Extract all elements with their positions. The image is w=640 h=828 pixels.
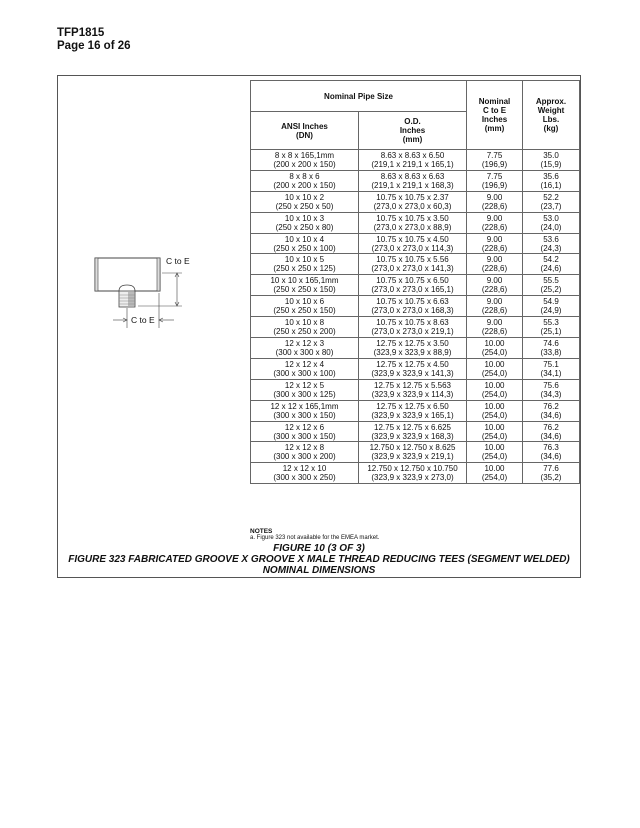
- cell-primary: 52.2: [543, 192, 559, 202]
- cell-primary: 10.75 x 10.75 x 3.50: [376, 213, 449, 223]
- cell-primary: 10.75 x 10.75 x 5.56: [376, 255, 449, 265]
- od-cell: [359, 212, 467, 233]
- cell-metric: (323,9 x 323,9 x 273,0): [371, 473, 454, 483]
- table-row: [251, 442, 580, 463]
- od-cell: [359, 150, 467, 171]
- cell-metric: (196,9): [481, 180, 508, 190]
- cell-metric: (35,2): [540, 473, 562, 483]
- cell-primary: 10 x 10 x 6: [284, 297, 325, 307]
- cell-metric: (23,7): [540, 201, 562, 211]
- ansi-cell: [251, 421, 359, 442]
- table-row: [251, 233, 580, 254]
- cell-metric: (323,9 x 323,9 x 165,1): [371, 410, 454, 420]
- cell-primary: 12 x 12 x 5: [284, 380, 325, 390]
- cell-metric: (200 x 200 x 150): [273, 159, 336, 169]
- cell-metric: (15,9): [540, 159, 562, 169]
- table-row: [251, 150, 580, 171]
- c-to-e-cell: [467, 170, 523, 191]
- ansi-cell: [251, 379, 359, 400]
- weight-cell: [523, 150, 580, 171]
- od-cell: [359, 275, 467, 296]
- cell-metric: (24,3): [540, 243, 562, 253]
- od-cell: [359, 338, 467, 359]
- weight-cell: [523, 400, 580, 421]
- cell-metric: (228,6): [481, 243, 508, 253]
- cell-primary: 8 x 8 x 6: [289, 171, 320, 181]
- cell-primary: 12.75 x 12.75 x 6.50: [376, 401, 449, 411]
- header-line: Inches: [481, 115, 508, 124]
- c-to-e-cell: [467, 317, 523, 338]
- page-number: Page 16 of 26: [57, 40, 131, 52]
- c-to-e-cell: [467, 150, 523, 171]
- header-line: (kg): [543, 124, 559, 133]
- c-to-e-vertical-label: C to E: [166, 256, 190, 266]
- cell-primary: 10.75 x 10.75 x 2.37: [376, 192, 449, 202]
- od-cell: [359, 254, 467, 275]
- ansi-cell: [251, 338, 359, 359]
- c-to-e-cell: [467, 463, 523, 484]
- cell-metric: (273,0 x 273,0 x 141,3): [371, 264, 454, 274]
- cell-metric: (228,6): [481, 201, 508, 211]
- table-row: [251, 212, 580, 233]
- ansi-cell: [251, 170, 359, 191]
- cell-primary: 77.6: [543, 464, 559, 474]
- ansi-cell: [251, 317, 359, 338]
- cell-primary: 10.00: [484, 464, 505, 474]
- table-row: [251, 296, 580, 317]
- cell-primary: 74.6: [543, 338, 559, 348]
- cell-metric: (250 x 250 x 125): [273, 264, 336, 274]
- c-to-e-cell: [467, 254, 523, 275]
- cell-metric: (254,0): [481, 389, 508, 399]
- cell-metric: (25,1): [540, 327, 562, 337]
- table-row: [251, 421, 580, 442]
- od-cell: [359, 170, 467, 191]
- ansi-cell: [251, 358, 359, 379]
- table-row: [251, 379, 580, 400]
- weight-cell: [523, 254, 580, 275]
- cell-primary: 54.9: [543, 297, 559, 307]
- cell-primary: 9.00: [486, 255, 503, 265]
- cell-primary: 12.75 x 12.75 x 6.625: [374, 422, 451, 432]
- header-line: Approx.: [535, 97, 567, 106]
- ansi-cell: [251, 191, 359, 212]
- c-to-e-cell: [467, 275, 523, 296]
- cell-metric: (228,6): [481, 222, 508, 232]
- cell-primary: 9.00: [486, 234, 503, 244]
- table-body: [251, 150, 580, 484]
- c-to-e-cell: [467, 338, 523, 359]
- cell-metric: (24,9): [540, 306, 562, 316]
- cell-primary: 10.75 x 10.75 x 6.63: [376, 297, 449, 307]
- cell-primary: 10 x 10 x 5: [284, 255, 325, 265]
- header-line: ANSI Inches: [281, 121, 328, 131]
- cell-primary: 12.750 x 12.750 x 8.625: [369, 443, 456, 453]
- cell-metric: (254,0): [481, 347, 508, 357]
- cell-metric: (273,0 x 273,0 x 60,3): [373, 201, 452, 211]
- cell-primary: 35.6: [543, 171, 559, 181]
- cell-primary: 12.75 x 12.75 x 3.50: [376, 338, 449, 348]
- cell-primary: 12.75 x 12.75 x 5.563: [374, 380, 451, 390]
- cell-primary: 8.63 x 8.63 x 6.50: [380, 150, 445, 160]
- cell-primary: 10 x 10 x 8: [284, 318, 325, 328]
- cell-metric: (300 x 300 x 125): [273, 389, 336, 399]
- cell-metric: (254,0): [481, 368, 508, 378]
- table-row: [251, 254, 580, 275]
- od-cell: [359, 400, 467, 421]
- cell-primary: 76.2: [543, 401, 559, 411]
- weight-cell: [523, 379, 580, 400]
- dimensions-table: [250, 80, 580, 484]
- cell-primary: 53.0: [543, 213, 559, 223]
- cell-primary: 10 x 10 x 3: [284, 213, 325, 223]
- header-line: O.D.: [404, 117, 421, 126]
- notes-title: NOTES: [250, 528, 273, 535]
- cell-primary: 9.00: [486, 213, 503, 223]
- ansi-cell: [251, 463, 359, 484]
- cell-metric: (273,0 x 273,0 x 168,3): [371, 306, 454, 316]
- cell-primary: 10.00: [484, 401, 505, 411]
- od-cell: [359, 317, 467, 338]
- cell-metric: (300 x 300 x 150): [273, 431, 336, 441]
- cell-primary: 54.2: [543, 255, 559, 265]
- cell-primary: 10.00: [484, 338, 505, 348]
- ansi-header: [251, 112, 359, 150]
- weight-cell: [523, 317, 580, 338]
- cell-metric: (300 x 300 x 200): [273, 452, 336, 462]
- cell-metric: (24,0): [540, 222, 562, 232]
- cell-metric: (323,9 x 323,9 x 114,3): [371, 389, 454, 399]
- od-cell: [359, 463, 467, 484]
- ansi-cell: [251, 296, 359, 317]
- c-to-e-cell: [467, 421, 523, 442]
- cell-primary: 12 x 12 x 8: [284, 443, 325, 453]
- header-line: (mm): [484, 124, 505, 133]
- ansi-cell: [251, 212, 359, 233]
- header-line: Inches: [399, 126, 426, 135]
- figure-number: FIGURE 10 (3 OF 3): [273, 543, 365, 554]
- cell-metric: (254,0): [481, 431, 508, 441]
- table-row: [251, 463, 580, 484]
- c-to-e-cell: [467, 358, 523, 379]
- cell-metric: (250 x 250 x 150): [273, 306, 336, 316]
- cell-metric: (24,6): [540, 264, 562, 274]
- ansi-cell: [251, 400, 359, 421]
- cell-primary: 10.75 x 10.75 x 4.50: [376, 234, 449, 244]
- cell-metric: (16,1): [540, 180, 562, 190]
- od-cell: [359, 421, 467, 442]
- od-cell: [359, 191, 467, 212]
- header-line: Nominal: [478, 97, 511, 106]
- cell-metric: (228,6): [481, 306, 508, 316]
- cell-metric: (323,9 x 323,9 x 141,3): [371, 368, 454, 378]
- cell-metric: (254,0): [481, 452, 508, 462]
- weight-cell: [523, 212, 580, 233]
- cell-primary: 12 x 12 x 4: [284, 359, 325, 369]
- note-a: a. Figure 323 not available for the EMEA market.: [250, 535, 380, 541]
- cell-primary: 76.3: [543, 443, 559, 453]
- cell-metric: (300 x 300 x 250): [273, 473, 336, 483]
- cell-metric: (300 x 300 x 80): [275, 347, 334, 357]
- od-cell: [359, 233, 467, 254]
- header-line: (DN): [296, 130, 313, 140]
- cell-metric: (273,0 x 273,0 x 165,1): [371, 285, 454, 295]
- ansi-cell: [251, 254, 359, 275]
- table-row: [251, 191, 580, 212]
- cell-metric: (300 x 300 x 100): [273, 368, 336, 378]
- table-row: [251, 338, 580, 359]
- cell-metric: (34,6): [540, 452, 562, 462]
- cell-primary: 10.00: [484, 422, 505, 432]
- cell-primary: 10 x 10 x 165,1mm: [270, 276, 339, 286]
- cell-metric: (34,3): [540, 389, 562, 399]
- cell-primary: 55.5: [543, 276, 559, 286]
- cell-metric: (250 x 250 x 50): [275, 201, 334, 211]
- cell-primary: 8.63 x 8.63 x 6.63: [380, 171, 445, 181]
- weight-cell: [523, 338, 580, 359]
- weight-cell: [523, 358, 580, 379]
- cell-primary: 75.1: [543, 359, 559, 369]
- cell-metric: (273,0 x 273,0 x 114,3): [371, 243, 454, 253]
- cell-primary: 76.2: [543, 422, 559, 432]
- weight-cell: [523, 275, 580, 296]
- cell-primary: 75.6: [543, 380, 559, 390]
- cell-primary: 10.00: [484, 380, 505, 390]
- ansi-cell: [251, 233, 359, 254]
- od-cell: [359, 358, 467, 379]
- cell-metric: (273,0 x 273,0 x 219,1): [371, 327, 454, 337]
- cell-primary: 12.750 x 12.750 x 10.750: [367, 464, 458, 474]
- cell-primary: 10.00: [484, 359, 505, 369]
- od-cell: [359, 442, 467, 463]
- c-to-e-cell: [467, 442, 523, 463]
- cell-metric: (34,6): [540, 410, 562, 420]
- weight-cell: [523, 421, 580, 442]
- weight-header: [523, 81, 580, 150]
- cell-metric: (250 x 250 x 150): [273, 285, 336, 295]
- cell-metric: (228,6): [481, 327, 508, 337]
- cell-metric: (219,1 x 219,1 x 168,3): [371, 180, 454, 190]
- weight-cell: [523, 191, 580, 212]
- cell-metric: (323,9 x 323,9 x 88,9): [373, 347, 452, 357]
- cell-metric: (25,2): [540, 285, 562, 295]
- cell-primary: 12 x 12 x 10: [282, 464, 327, 474]
- cell-metric: (196,9): [481, 159, 508, 169]
- header-line: Weight: [537, 106, 565, 115]
- cell-metric: (254,0): [481, 410, 508, 420]
- cell-primary: 10.75 x 10.75 x 8.63: [376, 318, 449, 328]
- ansi-cell: [251, 442, 359, 463]
- cell-primary: 9.00: [486, 192, 503, 202]
- cell-metric: (273,0 x 273,0 x 88,9): [373, 222, 452, 232]
- cell-primary: 9.00: [486, 276, 503, 286]
- cell-primary: 12 x 12 x 6: [284, 422, 325, 432]
- c-to-e-horizontal-label: C to E: [131, 315, 155, 325]
- cell-primary: 8 x 8 x 165,1mm: [274, 150, 335, 160]
- cell-primary: 53.6: [543, 234, 559, 244]
- tee-fitting-diagram: [80, 240, 210, 340]
- c-to-e-cell: [467, 191, 523, 212]
- cell-primary: 9.00: [486, 318, 503, 328]
- c-to-e-header: [467, 81, 523, 150]
- cell-primary: 10 x 10 x 4: [284, 234, 325, 244]
- header-line: C to E: [482, 106, 507, 115]
- od-header: [359, 112, 467, 150]
- cell-metric: (323,9 x 323,9 x 219,1): [371, 452, 454, 462]
- cell-primary: 10 x 10 x 2: [284, 192, 325, 202]
- cell-primary: 12.75 x 12.75 x 4.50: [376, 359, 449, 369]
- cell-primary: 12 x 12 x 3: [284, 338, 325, 348]
- cell-primary: 7.75: [486, 171, 503, 181]
- cell-primary: 35.0: [543, 150, 559, 160]
- table-row: [251, 275, 580, 296]
- table-row: [251, 317, 580, 338]
- figure-subtitle: NOMINAL DIMENSIONS: [262, 565, 376, 576]
- cell-primary: 10.00: [484, 443, 505, 453]
- cell-metric: (254,0): [481, 473, 508, 483]
- c-to-e-cell: [467, 296, 523, 317]
- cell-metric: (34,6): [540, 431, 562, 441]
- cell-metric: (250 x 250 x 80): [275, 222, 334, 232]
- ansi-cell: [251, 275, 359, 296]
- cell-primary: 12 x 12 x 165,1mm: [270, 401, 339, 411]
- nominal-pipe-size-header: Nominal Pipe Size: [251, 81, 467, 112]
- weight-cell: [523, 170, 580, 191]
- cell-metric: (228,6): [481, 285, 508, 295]
- c-to-e-cell: [467, 212, 523, 233]
- header-line: Lbs.: [542, 115, 560, 124]
- c-to-e-cell: [467, 379, 523, 400]
- ansi-cell: [251, 150, 359, 171]
- table-row: [251, 170, 580, 191]
- c-to-e-cell: [467, 233, 523, 254]
- cell-primary: 55.3: [543, 318, 559, 328]
- document-id: TFP1815: [57, 27, 105, 39]
- cell-primary: 7.75: [486, 150, 503, 160]
- cell-metric: (250 x 250 x 200): [273, 327, 336, 337]
- cell-primary: 9.00: [486, 297, 503, 307]
- od-cell: [359, 379, 467, 400]
- cell-metric: (250 x 250 x 100): [273, 243, 336, 253]
- table-row: [251, 358, 580, 379]
- tee-body: [95, 258, 160, 307]
- table-row: [251, 400, 580, 421]
- weight-cell: [523, 233, 580, 254]
- cell-metric: (200 x 200 x 150): [273, 180, 336, 190]
- cell-metric: (34,1): [540, 368, 562, 378]
- figure-title: FIGURE 323 FABRICATED GROOVE X GROOVE X MALE THREAD REDUCING TEES (SEGMENT WELDED): [68, 554, 570, 565]
- cell-metric: (228,6): [481, 264, 508, 274]
- cell-primary: 10.75 x 10.75 x 6.50: [376, 276, 449, 286]
- weight-cell: [523, 463, 580, 484]
- c-to-e-cell: [467, 400, 523, 421]
- header-line: (mm): [402, 135, 423, 144]
- od-cell: [359, 296, 467, 317]
- weight-cell: [523, 442, 580, 463]
- cell-metric: (33,8): [540, 347, 562, 357]
- cell-metric: (219,1 x 219,1 x 165,1): [371, 159, 454, 169]
- cell-metric: (323,9 x 323,9 x 168,3): [371, 431, 454, 441]
- cell-metric: (300 x 300 x 150): [273, 410, 336, 420]
- weight-cell: [523, 296, 580, 317]
